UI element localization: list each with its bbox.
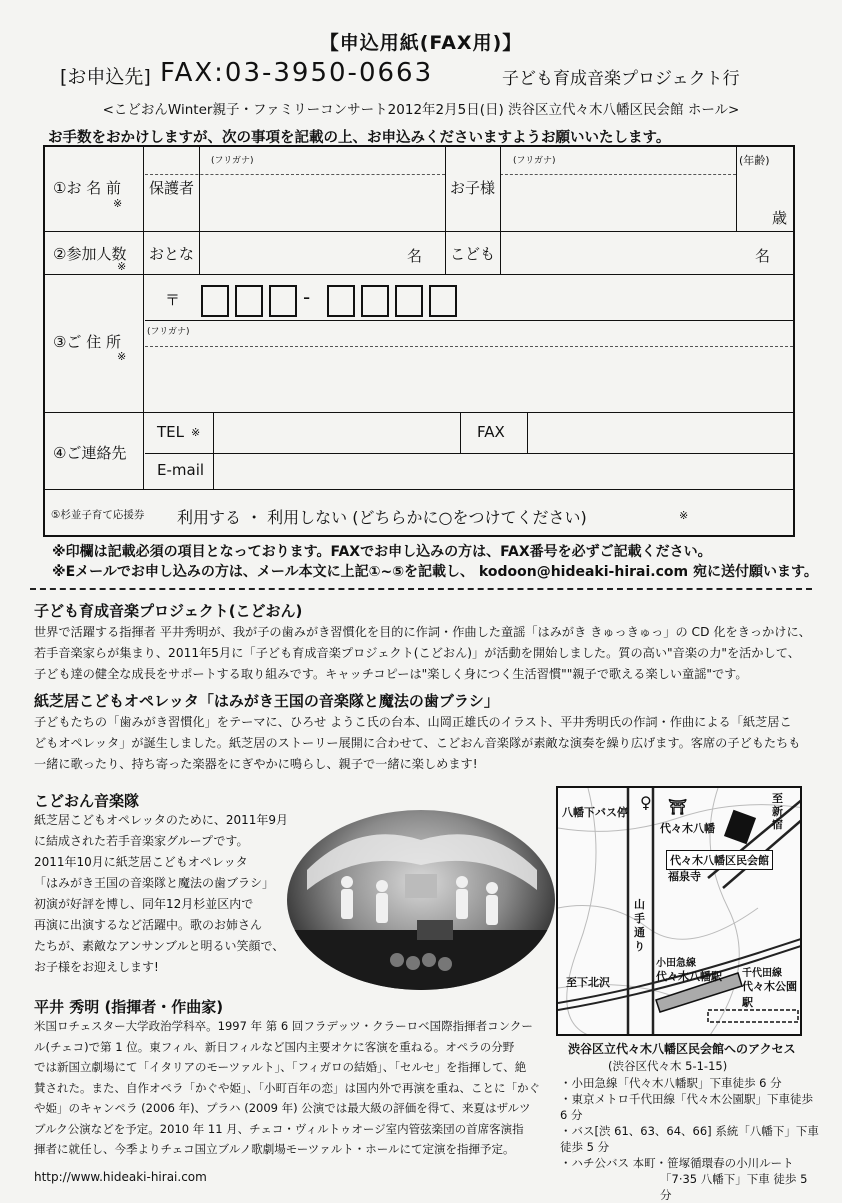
column-divider	[445, 147, 446, 274]
page-title: 【申込用紙(FAX用)】	[319, 32, 523, 54]
bus-stop-icon: ♀	[640, 793, 652, 812]
access-item: ・バス[渋 61、63、64、66] 系統「八幡下」下車徒歩 5 分	[560, 1124, 819, 1154]
required-mark: ※	[117, 350, 127, 363]
row-divider	[45, 412, 793, 413]
map-yamate-street: 山手通り	[634, 898, 645, 953]
text-line: たちが、素敵なアンサンブルと明るい笑顔で、	[34, 939, 285, 953]
column-divider	[213, 412, 214, 489]
map-to-shimokitazawa: 至下北沢	[566, 976, 610, 989]
guardian-label: 保護者	[149, 179, 195, 197]
text-line: や姫」のキャンペラ (2006 年)、プラハ (2009 年) 公演では最大級の評価を得て、来夏はザルツ	[34, 1101, 531, 1115]
operetta-text	[34, 712, 824, 775]
band-text	[34, 810, 294, 978]
application-form	[43, 145, 795, 537]
required-mark: ※	[191, 426, 201, 439]
child-name-field[interactable]	[502, 176, 734, 228]
row-divider	[145, 453, 793, 454]
column-divider	[143, 147, 144, 489]
adult-count-field[interactable]	[201, 233, 401, 272]
map-bus-stop: 八幡下バス停	[562, 806, 628, 819]
row-divider	[145, 320, 793, 321]
postal-dash: -	[303, 285, 311, 309]
intro-text: お手数をおかけしますが、次の事項を記載の上、お申込みくださいますようお願いいたします。	[48, 130, 671, 146]
postal-code-box[interactable]	[327, 285, 355, 317]
postal-code-box[interactable]	[361, 285, 389, 317]
stage-illustration	[287, 810, 555, 990]
map-chiyoda-station: 代々木公園駅	[742, 980, 797, 1009]
organizer-name: 子ども育成音楽プロジェクト行	[502, 69, 740, 89]
furigana-label: (フリガナ)	[147, 327, 190, 337]
furigana-divider	[145, 346, 793, 347]
access-item: ・東京メトロ千代田線「代々木公園駅」下車徒歩 6 分	[560, 1092, 813, 1122]
column-divider	[199, 147, 200, 274]
text-line: 子ども達の健全な成長をサポートする取り組みです。キャッチコピーは"楽しく身につく生活習慣""親子で歌える楽しい童謡"です。	[34, 667, 748, 681]
conductor-heading: 平井 秀明 (指揮者・作曲家)	[34, 998, 224, 1016]
age-label: (年齢)	[739, 154, 770, 167]
required-mark: ※	[679, 509, 689, 522]
fax-number: FAX:03-3950-0663	[160, 58, 434, 88]
adult-label: おとな	[149, 245, 195, 263]
text-line: に結成された若手音楽家グループです。	[34, 834, 249, 848]
text-line: 子どもたちの「歯みがき習慣化」をテーマに、ひろせ ようこ氏の台本、山岡正雄氏のイラスト、平井秀明氏の作詞・作曲による「紙芝居こ	[34, 715, 792, 729]
access-item: ・ハチ公バス 本町・笹塚循環春の小川ルート	[560, 1156, 794, 1170]
text-line: 米国ロチェスター大学政治学科卒。1997 年 第 6 回フラデッツ・クラーロベ国際指揮者コンクー	[34, 1019, 533, 1033]
access-list	[560, 1075, 820, 1203]
tel-field[interactable]	[215, 414, 458, 451]
text-line: どもオペレッタ」が誕生しました。紙芝居のストーリー展開に合わせて、こどおん音楽隊が素敵な演奏を繰り広げます。客席の子どもたちも	[34, 736, 801, 750]
text-line: では新国立劇場にて「イタリアのモーツァルト」、「フィガロの結婚」、「セルセ」を指揮して、絶	[34, 1060, 527, 1074]
postal-code-box[interactable]	[235, 285, 263, 317]
text-line: 賛された。また、自作オペラ「かぐや姫」、「小町百年の恋」は国内外で再演を重ね、ことに「かぐ	[34, 1080, 540, 1095]
map-temple: 福泉寺	[668, 870, 701, 883]
text-line: 紙芝居こどもオペレッタのために、2011年9月	[34, 813, 289, 827]
email-field[interactable]	[215, 455, 793, 487]
destination-label: [お申込先]	[60, 66, 151, 88]
text-line: 「はみがき王国の音楽隊と魔法の歯ブラシ」	[34, 876, 275, 890]
website-link[interactable]: http://www.hideaki-hirai.com	[34, 1170, 207, 1184]
conductor-text	[34, 1016, 554, 1160]
text-line: 2011年10月に紙芝居こどもオペレッタ	[34, 855, 248, 869]
furigana-divider	[500, 174, 736, 175]
text-line: 若手音楽家らが集まり、2011年5月に「子ども育成音楽プロジェクト(こどおん)」が活動を開始しました。質の高い"音楽の力"を活かして、	[34, 646, 800, 660]
row-divider	[45, 231, 793, 232]
column-divider	[527, 412, 528, 453]
fax-field[interactable]	[529, 414, 793, 451]
required-mark: ※	[113, 197, 123, 210]
text-line: 揮者に就任し、今季よりチェコ国立ブルノ歌劇場モーツァルト・ホールにて定演を指揮予定。	[34, 1142, 515, 1156]
postal-code-box[interactable]	[201, 285, 229, 317]
event-info: <こどおんWinter親子・ファミリーコンサート2012年2月5日(日) 渋谷区立代々木八幡区民会館 ホール>	[102, 102, 740, 118]
age-unit: 歳	[772, 209, 788, 227]
required-mark: ※	[117, 260, 127, 273]
text-line: 一緒に歌ったり、持ち寄った楽器をにぎやかに鳴らし、親子で一緒に楽しめます!	[34, 757, 478, 771]
email-label: E-mail	[157, 461, 205, 479]
row-label-address: ③ご 住 所	[53, 333, 121, 351]
row-label-count: ②参加人数	[53, 245, 127, 263]
text-line: ル(チェコ)で第 1 位。東フィル、新日フィルなど国内主要オケに客演を重ねる。オペラの分野	[34, 1039, 515, 1054]
map-odakyu-line: 小田急線	[656, 958, 696, 969]
child-unit: 名	[755, 247, 771, 265]
postal-code-box[interactable]	[395, 285, 423, 317]
operetta-heading: 紙芝居こどもオペレッタ「はみがき王国の音楽隊と魔法の歯ブラシ」	[34, 692, 499, 710]
map-hall: 代々木八幡区民会館	[666, 850, 773, 870]
cut-line	[30, 588, 812, 590]
fax-label: FAX	[477, 423, 505, 441]
access-item: ・小田急線「代々木八幡駅」下車徒歩 6 分	[560, 1076, 782, 1090]
text-line: 世界で活躍する指揮者 平井秀明が、我が子の歯みがき習慣化を目的に作詞・作曲した童謡「はみがき きゅっきゅっ」の CD 化をきっかけに、	[34, 625, 811, 639]
text-line: ブルク公演などを予定。2010 年 11 月、チェコ・ヴィルトゥオージ室内管弦楽団の首席客演指	[34, 1121, 524, 1136]
coupon-options[interactable]: 利用する ・ 利用しない (どちらかに○をつけてください)	[177, 508, 587, 527]
note-email: ※Eメールでお申し込みの方は、メール本文に上記①~⑤を記載し、 kodoon@hideaki-hirai.com 宛に送付願います。	[52, 564, 818, 580]
column-divider	[736, 147, 737, 231]
text-line: 初演が好評を博し、同年12月杉並区内で	[34, 897, 254, 911]
band-photo	[287, 810, 555, 990]
furigana-divider	[145, 174, 445, 175]
note-required: ※印欄は記載必須の項目となっております。FAXでお申し込みの方は、FAX番号を必ずご記載ください。	[52, 544, 712, 560]
adult-unit: 名	[407, 247, 423, 265]
age-field[interactable]	[738, 167, 778, 207]
project-heading: 子ども育成音楽プロジェクト(こどおん)	[34, 602, 303, 620]
row-label-coupon: ⑤杉並子育て応援券	[51, 509, 145, 521]
access-title: 渋谷区立代々木八幡区民会館へのアクセス	[568, 1042, 796, 1056]
furigana-label: (フリガナ)	[513, 156, 556, 166]
row-label-contact: ④ご連絡先	[53, 444, 127, 462]
map-shrine: 代々木八幡	[660, 822, 715, 835]
band-heading: こどおん音楽隊	[34, 792, 140, 810]
access-address: (渋谷区代々木 5-1-15)	[608, 1059, 728, 1073]
row-divider	[45, 489, 793, 490]
child-count-label: こども	[450, 245, 496, 263]
postal-code-box[interactable]	[429, 285, 457, 317]
project-text	[34, 622, 824, 685]
row-label-name: ①お 名 前	[53, 179, 121, 197]
child-label: お子様	[450, 179, 496, 197]
furigana-label: (フリガナ)	[211, 156, 254, 166]
postal-code-box[interactable]	[269, 285, 297, 317]
address-field[interactable]	[145, 348, 795, 410]
column-divider	[500, 147, 501, 274]
text-line: 再演に出演するなど活躍中。歌のお姉さん	[34, 918, 263, 932]
text-line: お子様をお迎えします!	[34, 960, 159, 974]
row-divider	[45, 274, 793, 275]
map-to-shinjuku: 至新宿	[772, 792, 783, 831]
child-count-field[interactable]	[502, 233, 742, 272]
column-divider	[460, 412, 461, 453]
access-map	[556, 786, 802, 1036]
postal-mark: 〒	[165, 291, 181, 309]
guardian-name-field[interactable]	[201, 176, 443, 228]
map-odakyu-station: 代々木八幡駅	[656, 970, 722, 983]
access-item: 「7·35 八幡下」下車 徒歩 5 分	[660, 1172, 808, 1202]
tel-label: TEL	[157, 423, 184, 441]
shrine-icon: ⛩	[668, 798, 688, 816]
map-chiyoda-line: 千代田線	[742, 968, 782, 979]
